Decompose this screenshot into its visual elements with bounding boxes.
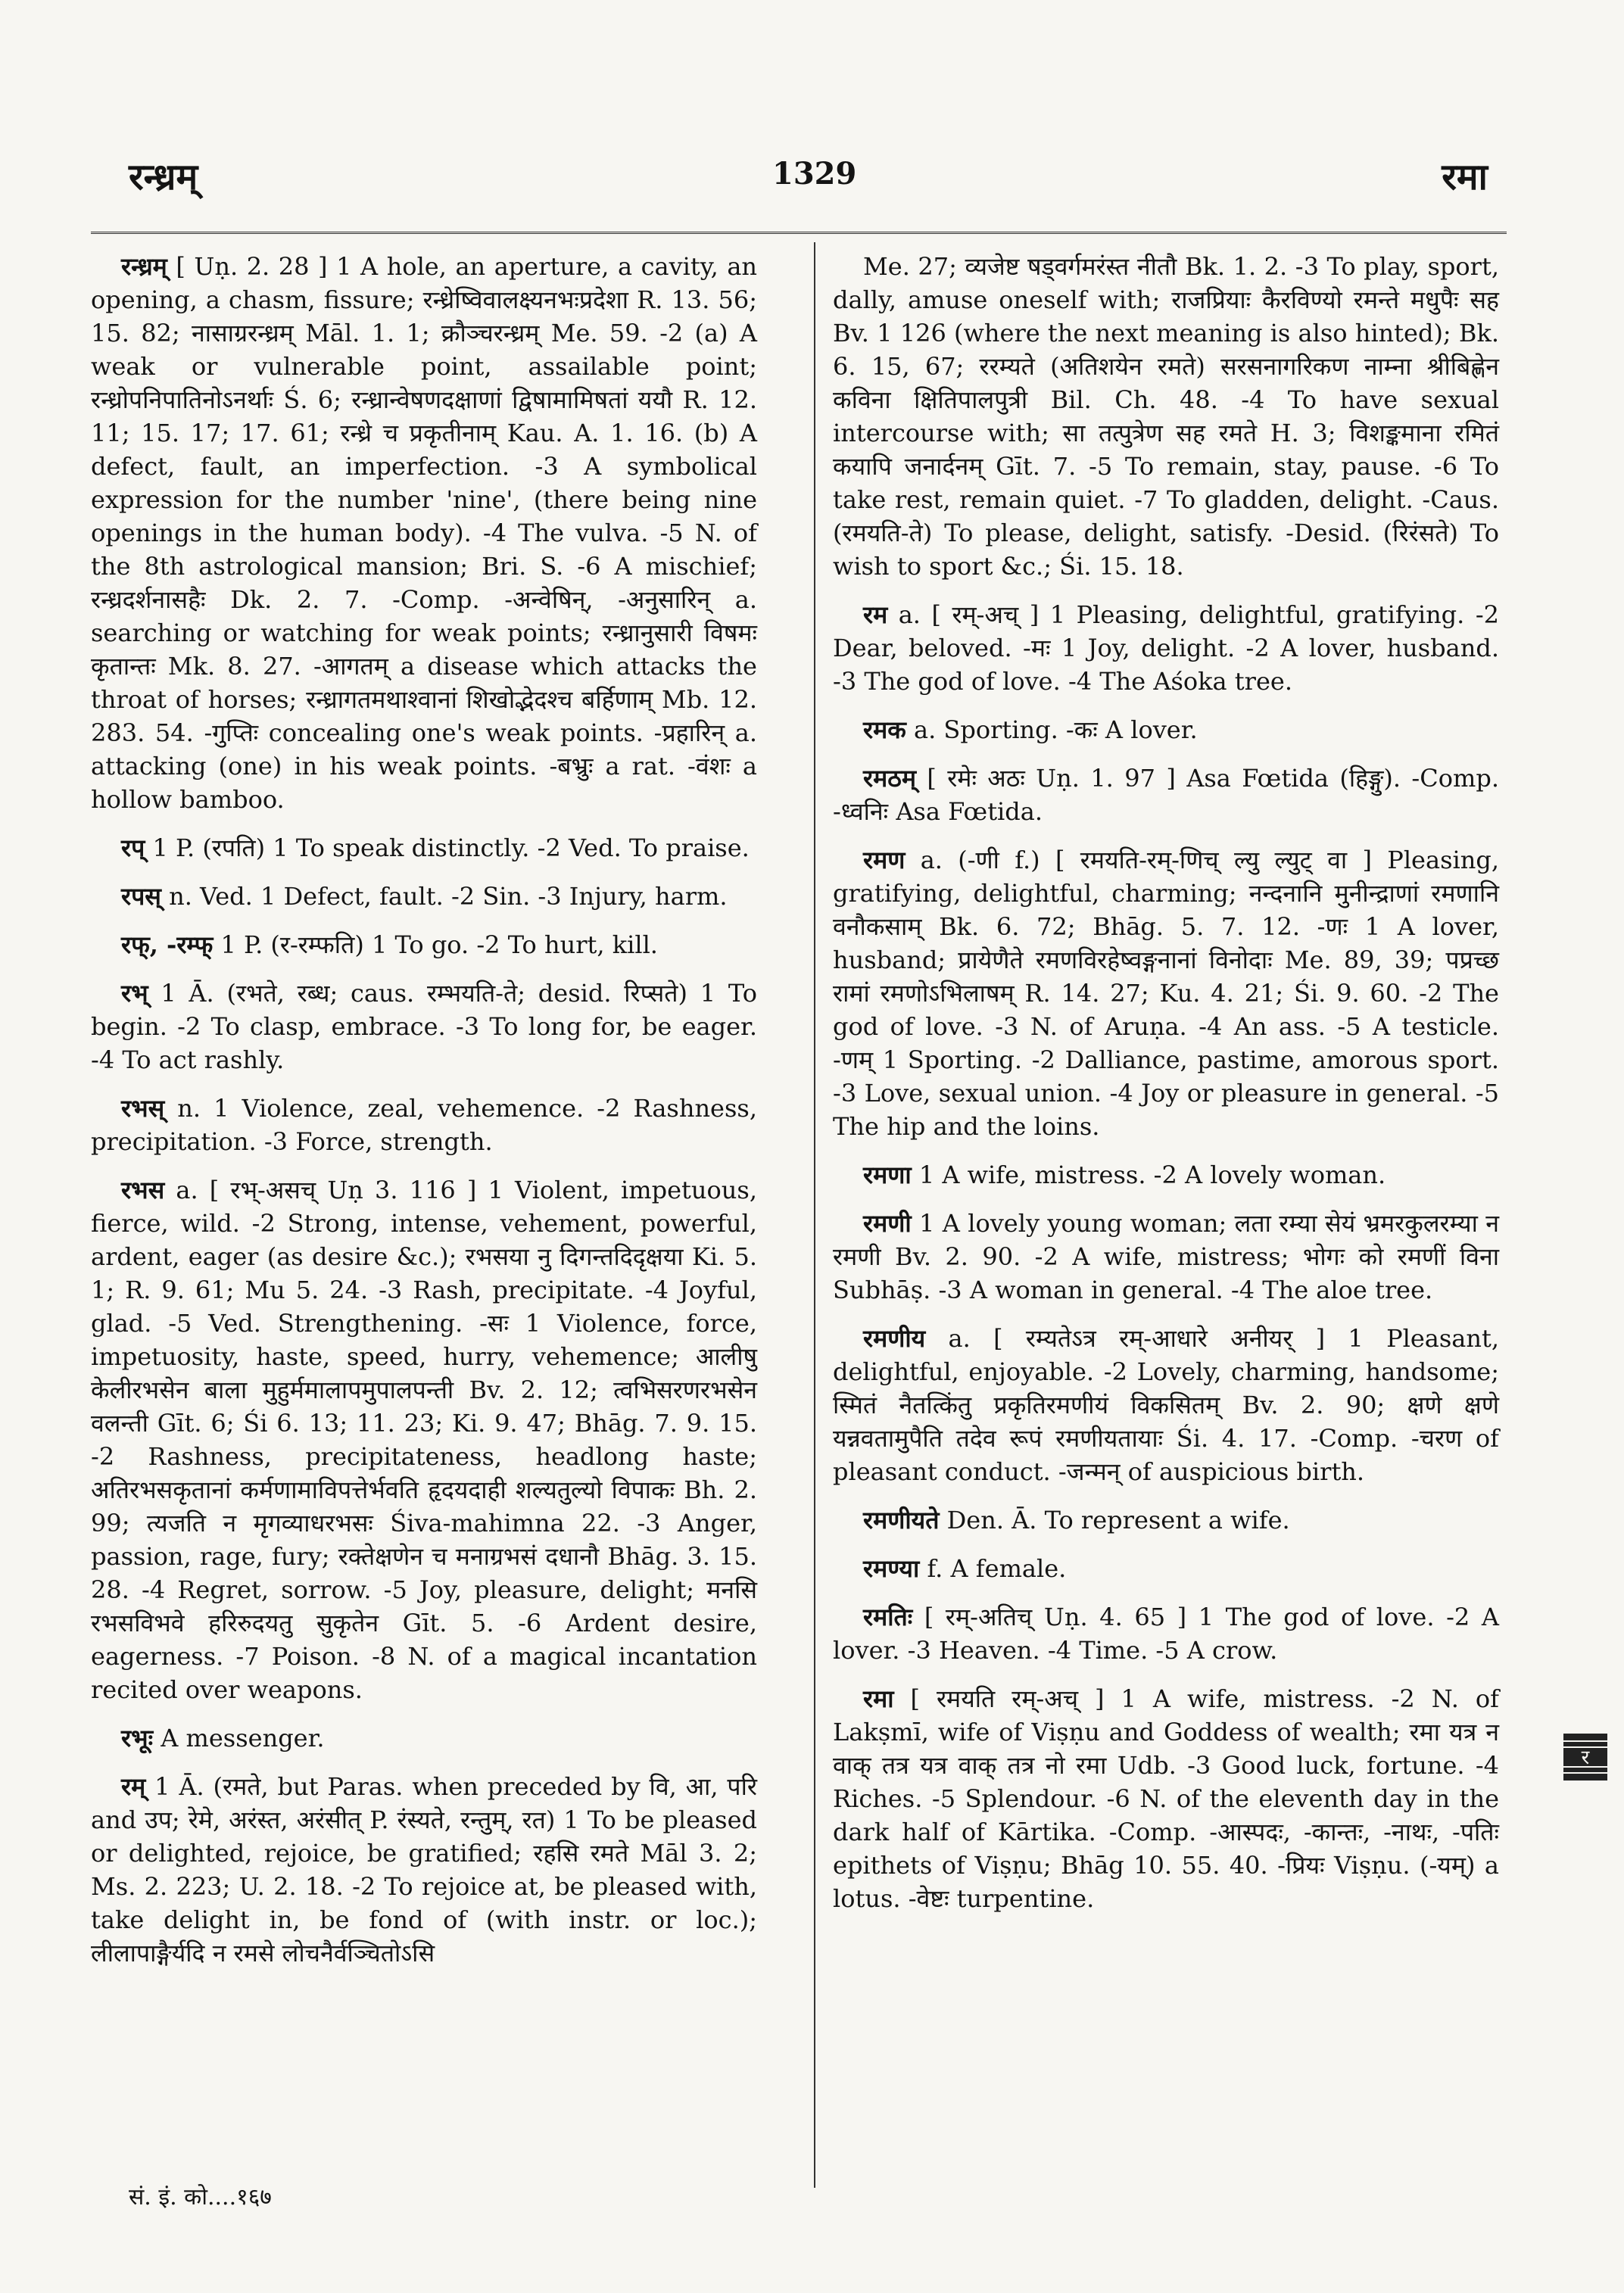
dictionary-entry [91,1721,757,1755]
entry-headword: रमणीयते [863,1506,940,1534]
entry-headword: रप् [121,833,145,862]
dictionary-entry [833,843,1499,1143]
dictionary-entry [91,880,757,913]
entry-headword: रभूः [121,1724,154,1752]
entry-headword: रभ् [121,979,148,1008]
entry-headword: रमठम् [863,764,916,793]
signature-mark: सं. इं. को....१६७ [129,2184,272,2210]
entry-headword: रमक [863,715,906,744]
entry-definition: A messenger. [153,1724,325,1752]
dictionary-entry [91,928,757,961]
dictionary-entry [833,762,1499,828]
thumb-index-tab [1563,1734,1607,1781]
dictionary-entry [833,250,1499,583]
entry-definition: a. [ रम्-अच् ] 1 Pleasing, delightful, gratifying. -2 Dear, beloved. -मः 1 Joy, delight. -2 A lover, husband. -3 The god of love. -4 The Aśoka tree. [833,600,1499,696]
entry-definition: 1 P. (रपति) 1 To speak distinctly. -2 Ved. To praise. [145,833,750,862]
entry-headword: रमतिः [863,1603,913,1631]
entry-headword: रमणा [863,1161,912,1189]
entry-definition: Me. 27; व्यजेष्ट षड्वर्गमरंस्त नीतौ Bk. 1. 2. -3 To play, sport, dally, amuse oneself with; राजप्रियाः कैरविण्यो रमन्ते मधुपैः सह Bv. 1 126 (where the next meaning is also hinted); Bk. 6. 15, 67; ररम्यते (अतिशयेन रमते) सरसनागरिकण नाम्ना श्रीबिह्णेन कविना क्षितिपालपुत्री Bil. Ch. 48. -4 To have sexual intercourse with; सा तत्पुत्रेण सह रमते H. 3; विशङ्कमाना रमितं कयापि जनार्दनम् Gīt. 7. -5 To remain, stay, pause. -6 To take rest, remain quiet. -7 To gladden, delight. -Caus. (रमयति-ते) To please, delight, satisfy. -Desid. (रिरंसते) To wish to sport &c.; Śi. 15. 18. [833,252,1499,581]
page-number: 1329 [772,156,857,192]
dictionary-entry [833,1322,1499,1488]
entry-headword: रभस् [121,1094,165,1123]
entry-definition: 1 Ā. (रभते, रब्ध; caus. रम्भयति-ते; desid. रिप्सते) 1 To begin. -2 To clasp, embrace. -3 To long for, be eager. -4 To act rashly. [91,979,757,1074]
dictionary-entry [833,713,1499,746]
entry-definition: a. [ रम्यतेऽत्र रम्-आधारे अनीयर् ] 1 Pleasant, delightful, enjoyable. -2 Lovely, charming, handsome; स्मितं नैतत्किंतु प्रकृतिरमणीयं विकसितम् Bv. 2. 90; क्षणे क्षणे यन्नवतामुपैति तदेव रूपं रमणीयतायाः Śi. 4. 17. -Comp. -चरण of pleasant conduct. -जन्मन् of auspicious birth. [833,1324,1499,1486]
entry-definition: 1 Ā. (रमते, but Paras. when preceded by वि, आ, परि and उप; रेमे, अरंस्त, अरंसीत् P. रंस्यते, रन्तुम्, रत) 1 To be pleased or delighted, rejoice, be gratified; रहसि रमते Māl 3. 2; Ms. 2. 223; U. 2. 18. -2 To rejoice at, be pleased with, take delight in, be fond of (with instr. or loc.); लीलापाङ्गैर्यदि न रमसे लोचनैर्वञ्चितोऽसि [91,1772,757,1967]
entry-definition: 1 P. (र-रम्फति) 1 To go. -2 To hurt, kill. [213,930,658,959]
dictionary-entry [91,1173,757,1706]
entry-definition: 1 A wife, mistress. -2 A lovely woman. [911,1161,1386,1189]
entry-definition: n. Ved. 1 Defect, fault. -2 Sin. -3 Injury, harm. [161,882,728,911]
entry-headword: रमणी [863,1209,912,1238]
entry-headword: रम् [121,1772,146,1801]
column-divider [814,242,815,2188]
entry-headword: रमणीय [863,1324,926,1353]
header-right-guideword: रमा [1442,156,1488,198]
entry-headword: रम [863,600,888,629]
dictionary-entry [91,250,757,816]
thumb-index-letter: र [1581,1746,1590,1769]
right-column [833,250,1499,1930]
entry-headword: रमण्या [863,1554,920,1583]
entry-definition: Den. Ā. To represent a wife. [939,1506,1290,1534]
entry-definition: a. (-णी f.) [ रमयति-रम्-णिच् ल्यु ल्युट् वा ] Pleasing, gratifying, delightful, charming; नन्दनानि मुनीन्द्राणां रमणानि वनौकसाम् Bk. 6. 72; Bhāg. 5. 7. 12. -णः 1 A lover, husband; प्रायेणैते रमणविरहेष्वङ्गनानां विनोदाः Me. 89, 39; पप्रच्छ रामां रमणोऽभिलाषम् R. 14. 27; Ku. 4. 21; Śi. 9. 60. -2 The god of love. -3 N. of Aruṇa. -4 An ass. -5 A testicle. -णम् 1 Sporting. -2 Dalliance, pastime, amorous sport. -3 Love, sexual union. -4 Joy or pleasure in general. -5 The hip and the loins. [833,846,1499,1141]
entry-headword: रन्ध्रम् [121,252,167,281]
entry-definition: [ Uṇ. 2. 28 ] 1 A hole, an aperture, a cavity, an opening, a chasm, fissure; रन्ध्रेष्विवालक्ष्यनभःप्रदेशा R. 13. 56; 15. 82; नासाग्ररन्ध्रम् Māl. 1. 1; क्रौञ्चरन्ध्रम् Me. 59. -2 (a) A weak or vulnerable point, assailable point; रन्ध्रोपनिपातिनोऽनर्थाः Ś. 6; रन्ध्रान्वेषणदक्षाणां द्विषामामिषतां ययौ R. 12. 11; 15. 17; 17. 61; रन्ध्रे च प्रकृतीनाम् Kau. A. 1. 16. (b) A defect, fault, an imperfection. -3 A symbolical expression for the number 'nine', (there being nine openings in the human body). -4 The vulva. -5 N. of the 8th astrological mansion; Bri. S. -6 A mischief; रन्ध्रदर्शनासहैः Dk. 2. 7. -Comp. -अन्वेषिन्, -अनुसारिन् a. searching or watching for weak points; रन्ध्रानुसारी विषमः कृतान्तः Mk. 8. 27. -आगतम् a disease which attacks the throat of horses; रन्ध्रागतमथाश्वानां शिखोद्भेदश्च बर्हिणाम् Mb. 12. 283. 54. -गुप्तिः concealing one's weak points. -प्रहारिन् a. attacking (one) in his weak points. -बभ्रुः a rat. -वंशः a hollow bamboo. [91,252,757,814]
dictionary-entry [833,1158,1499,1192]
dictionary-entry [833,1552,1499,1585]
entry-definition: a. [ रभ्-असच् Uṇ 3. 116 ] 1 Violent, impetuous, fierce, wild. -2 Strong, intense, vehement, powerful, ardent, eager (as desire &c.); रभसया नु दिगन्तदिदृक्षया Ki. 5. 1; R. 9. 61; Mu 5. 24. -3 Rash, precipitate. -4 Joyful, glad. -5 Ved. Strengthening. -सः 1 Violence, force, impetuosity, haste, speed, hurry, vehemence; आलीषु केलीरभसेन बाला मुहुर्ममालापमुपालपन्ती Bv. 2. 12; त्वभिसरणरभसेन वलन्ती Gīt. 6; Śi 6. 13; 11. 23; Ki. 9. 47; Bhāg. 7. 9. 15. -2 Rashness, precipitateness, headlong haste; अतिरभसकृतानां कर्मणामाविपत्तेर्भवति हृदयदाही शल्यतुल्यो विपाकः Bh. 2. 99; त्यजति न मृगव्याधरभसः Śiva-mahimna 22. -3 Anger, passion, rage, fury; रक्तेक्षणेन च मनाग्रभसं दधानौ Bhāg. 3. 15. 28. -4 Regret, sorrow. -5 Joy, pleasure, delight; मनसि रभसविभवे हरिरुदयतु सुकृतेन Gīt. 5. -6 Ardent desire, eagerness. -7 Poison. -8 N. of a magical incantation recited over weapons. [91,1176,757,1704]
dictionary-entry [833,1503,1499,1537]
entry-definition: a. Sporting. -कः A lover. [906,715,1198,744]
header-rule [91,232,1507,234]
entry-headword: रभस [121,1176,165,1204]
header-left-guideword: रन्ध्रम् [129,156,198,198]
entry-headword: रमा [863,1684,894,1713]
dictionary-entry [91,1770,757,1970]
entry-definition: [ रमेः अठः Uṇ. 1. 97 ] Asa Fœtida (हिङ्गु). -Comp. -ध्वनिः Asa Fœtida. [833,764,1499,826]
entry-headword: रमण [863,846,906,874]
left-column [91,250,757,1985]
entry-headword: रपस् [121,882,161,911]
entry-definition: n. 1 Violence, zeal, vehemence. -2 Rashness, precipitation. -3 Force, strength. [91,1094,757,1156]
dictionary-entry [91,977,757,1076]
entry-definition: f. A female. [919,1554,1067,1583]
entry-definition: [ रम्-अतिच् Uṇ. 4. 65 ] 1 The god of love. -2 A lover. -3 Heaven. -4 Time. -5 A crow. [833,1603,1499,1665]
dictionary-entry [833,1207,1499,1307]
dictionary-entry [833,598,1499,698]
entry-definition: [ रमयति रम्-अच् ] 1 A wife, mistress. -2 N. of Lakṣmī, wife of Viṣṇu and Goddess of wealth; रमा यत्र न वाक् तत्र यत्र वाक् तत्र नो रमा Udb. -3 Good luck, fortune. -4 Riches. -5 Splendour. -6 N. of the eleventh day in the dark half of Kārtika. -Comp. -आस्पदः, -कान्तः, -नाथः, -पतिः epithets of Viṣṇu; Bhāg 10. 55. 40. -प्रियः Viṣṇu. (-यम्) a lotus. -वेष्टः turpentine. [833,1684,1499,1913]
dictionary-entry [833,1600,1499,1667]
dictionary-entry [833,1682,1499,1915]
dictionary-entry [91,831,757,865]
dictionary-entry [91,1092,757,1158]
entry-definition: 1 A lovely young woman; लता रम्या सेयं भ्रमरकुलरम्या न रमणी Bv. 2. 90. -2 A wife, mistress; भोगः को रमणीं विना Subhāṣ. -3 A woman in general. -4 The aloe tree. [833,1209,1499,1304]
entry-headword: रफ्, -रम्फ् [121,930,214,959]
